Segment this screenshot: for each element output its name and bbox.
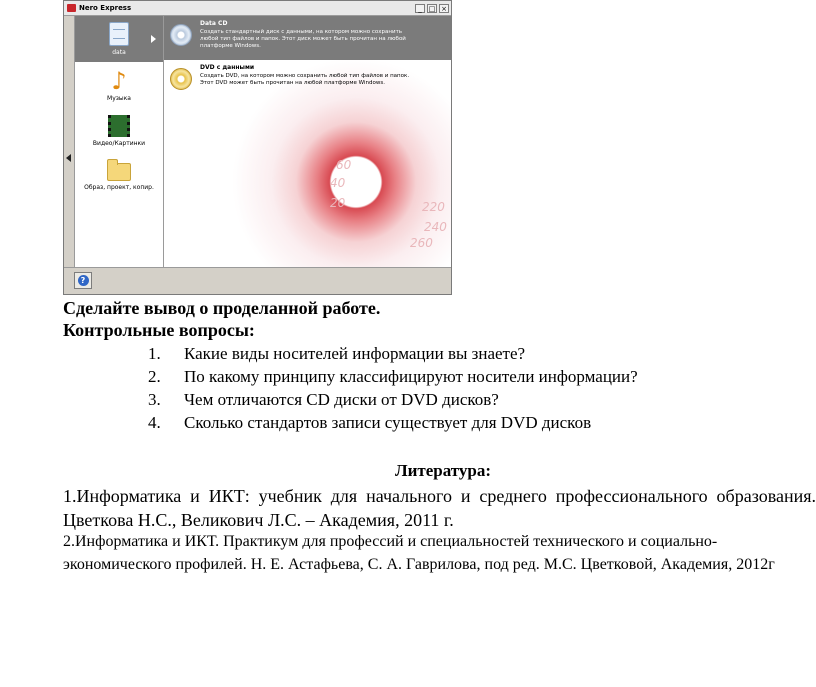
option-dvd-data[interactable] [164,60,451,104]
conclusion-heading: Сделайте вывод о проделанной работе. [63,298,381,318]
sidebar-item-music[interactable] [75,62,163,108]
option-data-cd[interactable] [164,16,451,60]
list-item [148,389,638,412]
sidebar-item-label: Образ, проект, копир. [84,184,154,191]
list-item [148,412,638,435]
title-bar [64,1,451,16]
list-item [148,366,638,389]
options-panel [164,16,451,267]
chevron-right-icon [151,35,156,43]
option-description: Создать DVD, на котором можно сохранить любой тип файлов и папок. Этот DVD может быть прочитан на любой платформе Windows. [200,73,410,86]
questions-list [148,343,638,435]
help-icon: ? [78,275,89,286]
sidebar-item-label: Видео/Картинки [92,140,146,147]
question-text: По какому принципу классифицируют носители информации? [184,367,638,386]
reference-2: 2.Информатика и ИКТ. Практикум для профессий и специальностей технического и социально-экономического профилей. Н. Е. Астафьева, С. А. Гаврилова, под ред. М.С. Цветковой, Академия, 2012г [63,533,775,573]
cd-disc-icon [170,24,192,46]
option-description: Создать стандартный диск с данными, на котором можно сохранить любой тип файлов и папок. Этот диск может быть прочитан на любой платформе Windows. [200,29,406,49]
gauge-number: 240 [424,220,447,234]
list-number: 2. [148,367,161,386]
music-note-icon: ♪ [111,66,127,95]
window-body [64,16,451,267]
list-item [148,343,638,366]
literature-heading: Литература: [394,461,492,480]
gauge-number: 60 [336,158,352,172]
gauge-number: 260 [410,236,433,250]
sidebar-item-label: Музыка [107,94,131,102]
folder-icon [107,163,131,181]
list-number: 1. [148,344,161,363]
status-bar [64,267,451,294]
collapse-handle[interactable] [64,16,75,267]
option-title: DVD с данными [200,64,255,71]
questions-heading: Контрольные вопросы: [63,320,255,340]
nero-express-window [63,0,452,295]
gauge-number: 20 [330,196,346,210]
sidebar-item-data[interactable] [75,16,163,62]
chevron-left-icon [66,154,71,162]
question-text: Чем отличаются CD диски от DVD дисков? [184,390,499,409]
gauge-number: 220 [422,200,445,214]
question-text: Какие виды носителей информации вы знаете? [184,344,526,363]
list-number: 3. [148,390,161,409]
window-title: Nero Express [79,4,132,12]
sidebar-item-label: data [112,49,126,56]
question-text: Сколько стандартов записи существует для DVD дисков [184,413,592,432]
gauge-number: 40 [330,176,346,190]
nero-logo-icon [67,4,76,12]
minimize-button[interactable]: _ [415,4,425,13]
reference-1: 1.Информатика и ИКТ: учебник для начального и среднего профессионального образования. Цветкова Н.С., Великович Л.С. – Академия, 2011 г. [63,486,816,530]
close-button[interactable]: × [439,4,449,13]
list-number: 4. [148,413,161,432]
dvd-disc-icon [170,68,192,90]
sidebar-item-video[interactable] [75,108,163,154]
document-icon [109,22,129,46]
option-title: Data CD [200,20,228,27]
sidebar-item-image[interactable] [75,154,163,200]
sidebar [75,16,164,267]
maximize-button[interactable]: □ [428,4,436,13]
film-icon [108,115,130,137]
help-button[interactable] [74,272,92,289]
